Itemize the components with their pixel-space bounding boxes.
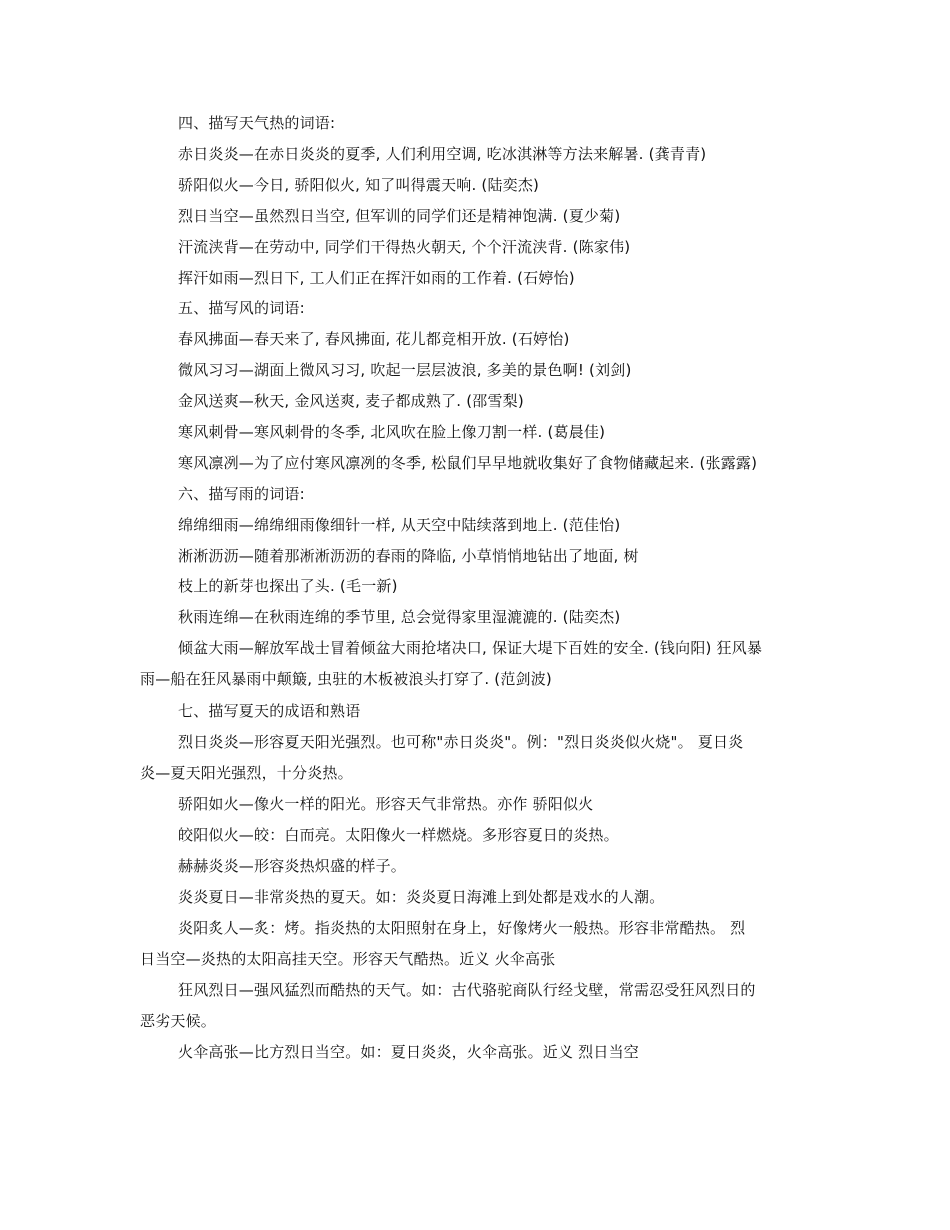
text-line: 日当空—炎热的太阳高挂天空。形容天气酷热。近义 火伞高张 [140, 950, 556, 968]
heading-rain: 六、描写雨的词语: [178, 485, 305, 503]
heading-wind: 五、描写风的词语: [178, 299, 305, 317]
text-line: 烈日当空—虽然烈日当空, 但军训的同学们还是精神饱满. (夏少菊) [178, 207, 621, 225]
text-line: 微风习习—湖面上微风习习, 吹起一层层波浪, 多美的景色啊! (刘剑) [178, 361, 632, 379]
text-line: 挥汗如雨—烈日下, 工人们正在挥汗如雨的工作着. (石婷怡) [178, 269, 575, 287]
heading-weather-hot: 四、描写天气热的词语: [178, 114, 336, 132]
text-line: 金风送爽—秋天, 金风送爽, 麦子都成熟了. (邵雪梨) [178, 392, 524, 410]
text-line: 恶劣天候。 [140, 1012, 217, 1030]
text-line: 雨—船在狂风暴雨中颠簸, 虫驻的木板被浪头打穿了. (范剑波) [140, 670, 552, 688]
text-line: 秋雨连绵—在秋雨连绵的季节里, 总会觉得家里湿漉漉的. (陆奕杰) [178, 608, 621, 626]
text-line: 烈日炎炎—形容夏天阳光强烈。也可称"赤日炎炎"。例："烈日炎炎似火烧"。 夏日炎 [178, 733, 744, 751]
text-line: 狂风烈日—强风猛烈而酷热的天气。如：古代骆驼商队行经戈壁，常需忍受狂风烈日的 [178, 981, 756, 999]
text-line: 倾盆大雨—解放军战士冒着倾盆大雨抢堵决口, 保证大堤下百姓的安全. (钱向阳) 狂风暴 [178, 639, 763, 657]
text-line: 绵绵细雨—绵绵细雨像细针一样, 从天空中陆续落到地上. (范佳怡) [178, 516, 621, 534]
text-line: 春风拂面—春天来了, 春风拂面, 花儿都竞相开放. (石婷怡) [178, 330, 570, 348]
text-line: 赤日炎炎—在赤日炎炎的夏季, 人们利用空调, 吃冰淇淋等方法来解暑. (龚青青) [178, 145, 707, 163]
text-line: 火伞高张—比方烈日当空。如：夏日炎炎，火伞高张。近义 烈日当空 [178, 1043, 639, 1061]
text-line: 皎阳似火—皎：白而亮。太阳像火一样燃烧。多形容夏日的炎热。 [178, 826, 619, 844]
text-line: 枝上的新芽也探出了头. (毛一新) [178, 577, 398, 595]
text-line: 淅淅沥沥—随着那淅淅沥沥的春雨的降临, 小草悄悄地钻出了地面, 树 [178, 547, 639, 565]
text-line: 骄阳如火—像火一样的阳光。形容天气非常热。亦作 骄阳似火 [178, 795, 594, 813]
text-line: 汗流浃背—在劳动中, 同学们干得热火朝天, 个个汗流浃背. (陈家伟) [178, 238, 631, 256]
text-line: 寒风刺骨—寒风刺骨的冬季, 北风吹在脸上像刀割一样. (葛晨佳) [178, 423, 606, 441]
text-line: 赫赫炎炎—形容炎热炽盛的样子。 [178, 857, 407, 875]
text-line: 骄阳似火—今日, 骄阳似火, 知了叫得震天响. (陆奕杰) [178, 176, 540, 194]
text-line: 寒风凛冽—为了应付寒风凛冽的冬季, 松鼠们早早地就收集好了食物储藏起来. (张露露) [178, 454, 758, 472]
text-line: 炎阳炙人—炙：烤。指炎热的太阳照射在身上，好像烤火一般热。形容非常酷热。 烈 [178, 919, 746, 937]
heading-summer-idioms: 七、描写夏天的成语和熟语 [178, 702, 361, 720]
text-line: 炎—夏天阳光强烈，十分炎热。 [140, 764, 353, 782]
text-line: 炎炎夏日—非常炎热的夏天。如：炎炎夏日海滩上到处都是戏水的人潮。 [178, 888, 665, 906]
